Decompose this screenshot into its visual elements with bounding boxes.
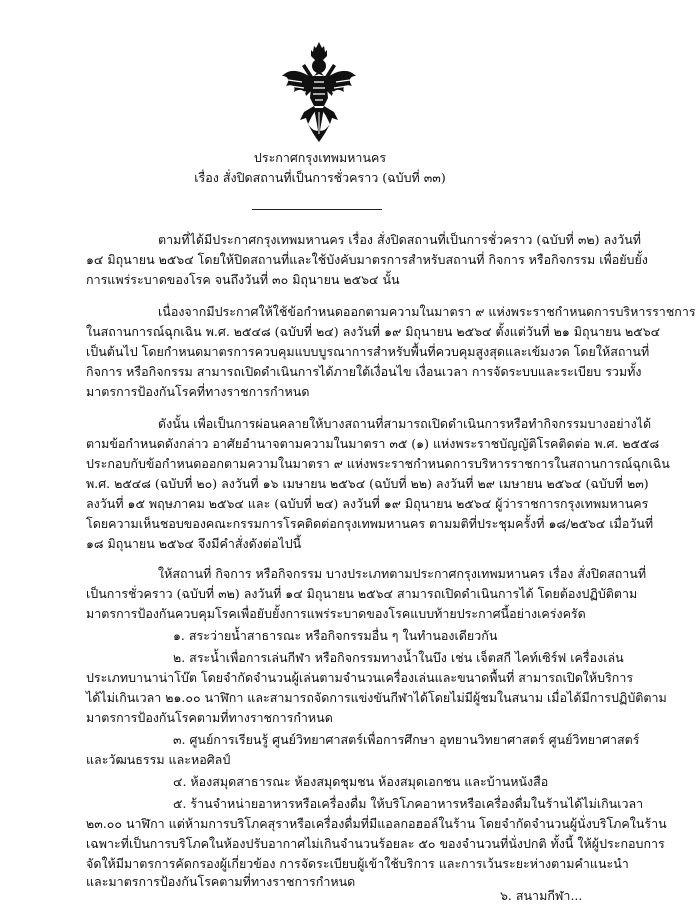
body-line: มาตรการป้องกันควบคุมโรคเพื่อยับยั้งการแพร่ระบาดของโรคแบบท้ายประกาศนี้อย่างเคร่งครัด — [86, 606, 586, 621]
body-line: ๑๔ มิถุนายน ๒๕๖๔ โดยให้ปิดสถานที่และใช้บังคับมาตรการสำหรับสถานที่ กิจการ หรือกิจกรรม เพื่อยับยั้ง — [86, 252, 648, 267]
body-line: ตามข้อกำหนดดังกล่าว อาศัยอำนาจตามความในมาตรา ๓๕ (๑) แห่งพระราชบัญญัติโรคติดต่อ พ.ศ. ๒๕๕๘ — [86, 436, 660, 451]
body-line: ได้ไม่เกินเวลา ๒๑.๐๐ นาฬิกา และสามารถจัดการแข่งขันกีฬาได้โดยไม่มีผู้ชมในสนาม เมื่อได้มีการปฏิบัติตาม — [86, 690, 667, 705]
body-line: เป็นต้นไป โดยกำหนดมาตรการควบคุมแบบบูรณาการสำหรับพื้นที่ควบคุมสูงสุดและเข้มงวด โดยให้สถานที่ — [86, 344, 650, 359]
list-item: ๑. สระว่ายน้ำสาธารณะ หรือกิจกรรมอื่น ๆ ในทำนองเดียวกัน — [173, 628, 498, 643]
body-line: พ.ศ. ๒๕๔๘ (ฉบับที่ ๒๐) ลงวันที่ ๑๖ เมษายน ๒๕๖๔ (ฉบับที่ ๒๒) ลงวันที่ ๒๙ เมษายน ๒๕๖๔ (ฉบับที่ ๒๓) — [86, 476, 649, 491]
body-line: มาตรการป้องกันโรคตามที่ทางราชการกำหนด — [86, 710, 333, 725]
body-line: และวัฒนธรรม และหอศิลป์ — [86, 752, 231, 767]
body-line: เป็นการชั่วคราว (ฉบับที่ ๓๒) ลงวันที่ ๑๔ มิถุนายน ๒๕๖๔ สามารถเปิดดำเนินการได้ โดยต้องปฏิบัติตาม — [86, 586, 638, 601]
title-divider — [252, 209, 382, 210]
list-item: ๔. ห้องสมุดสาธารณะ ห้องสมุดชุมชน ห้องสมุดเอกชน และบ้านหนังสือ — [173, 774, 549, 789]
body-line: ดังนั้น เพื่อเป็นการผ่อนคลายให้บางสถานที่สามารถเปิดดำเนินการหรือทำกิจกรรมบางอย่างได้ — [158, 416, 652, 431]
body-line: และมาตรการป้องกันโรคตามที่ทางราชการกำหนด — [86, 874, 356, 889]
body-line: ๒๓.๐๐ นาฬิกา แต่ห้ามการบริโภคสุราหรือเครื่องดื่มที่มีแอลกอฮอล์ในร้าน โดยจำกัดจำนวนผู้นั่งบริโภคในร้าน — [86, 816, 667, 831]
body-line: ลงวันที่ ๑๕ พฤษภาคม ๒๕๖๔ และ (ฉบับที่ ๒๔) ลงวันที่ ๑๙ มิถุนายน ๒๕๖๔ ผู้ว่าราชการกรุงเทพมหานคร — [86, 496, 649, 511]
body-line: ตามที่ได้มีประกาศกรุงเทพมหานคร เรื่อง สั่งปิดสถานที่เป็นการชั่วคราว (ฉบับที่ ๓๒) ลงวันที่ — [158, 232, 642, 247]
list-item: ๕. ร้านจำหน่ายอาหารหรือเครื่องดื่ม ให้บริโภคอาหารหรือเครื่องดื่มในร้านได้ไม่เกินเวลา — [173, 796, 644, 811]
announcement-title: ประกาศกรุงเทพมหานคร — [253, 150, 387, 165]
body-line: โดยความเห็นชอบของคณะกรรมการโรคติดต่อกรุงเทพมหานคร ตามมติที่ประชุมครั้งที่ ๑๘/๒๕๖๔ เมื่อวันที่ — [86, 516, 654, 531]
body-line: การแพร่ระบาดของโรค จนถึงวันที่ ๓๐ มิถุนายน ๒๕๖๔ นั้น — [86, 272, 400, 287]
list-item: ๓. ศูนย์การเรียนรู้ ศูนย์วิทยาศาสตร์เพื่อการศึกษา อุทยานวิทยาศาสตร์ ศูนย์วิทยาศาสตร์ — [173, 732, 640, 747]
list-item: ๒. สระน้ำเพื่อการเล่นกีฬา หรือกิจกรรมทางน้ำในบึง เช่น เจ็ตสกี ไคท์เซิร์ฟ เครื่องเล่น — [173, 650, 624, 665]
announcement-subject: เรื่อง สั่งปิดสถานที่เป็นการชั่วคราว (ฉบับที่ ๓๓) — [194, 170, 446, 185]
body-line: ให้สถานที่ กิจการ หรือกิจกรรม บางประเภทตามประกาศกรุงเทพมหานคร เรื่อง สั่งปิดสถานที่ — [158, 566, 647, 581]
body-line: ในสถานการณ์ฉุกเฉิน พ.ศ. ๒๕๔๘ (ฉบับที่ ๒๔) ลงวันที่ ๑๙ มิถุนายน ๒๕๖๔ ตั้งแต่วันที่ ๒๑ มิถุนายน ๒๕๖๔ — [86, 324, 661, 339]
body-line: จัดให้มีมาตรการคัดกรองผู้เกี่ยวข้อง การจัดระเบียบผู้เข้าใช้บริการ และการเว้นระยะห่างตามคำแนะนำ — [86, 856, 629, 871]
page-continuation: ๖. สนามกีฬา... — [500, 888, 583, 903]
body-line: ประกอบกับข้อกำหนดออกตามความในมาตรา ๙ แห่งพระราชกำหนดการบริหารราชการในสถานการณ์ฉุกเฉิน — [86, 456, 670, 471]
body-line: กิจการ หรือกิจกรรม สามารถเปิดดำเนินการได้ภายใต้เงื่อนไข เงื่อนเวลา การจัดระบบและระเบียบ รวมทั้ง — [86, 364, 642, 379]
garuda-emblem-icon — [278, 40, 360, 144]
body-line: ๑๘ มิถุนายน ๒๕๖๔ จึงมีคำสั่งดังต่อไปนี้ — [86, 536, 302, 551]
body-line: เฉพาะที่เป็นการบริโภคในห้องปรับอากาศไม่เกินจำนวนร้อยละ ๕๐ ของจำนวนที่นั่งปกติ ทั้งนี้ ให้ผู้ประกอบการ — [86, 836, 665, 851]
body-line: มาตรการป้องกันโรคที่ทางราชการกำหนด — [86, 384, 310, 399]
body-line: เนื่องจากมีประกาศให้ใช้ข้อกำหนดออกตามความในมาตรา ๙ แห่งพระราชกำหนดการบริหารราชการ — [158, 304, 696, 319]
body-line: ประเภทบานาน่าโบ๊ต โดยจำกัดจำนวนผู้เล่นตามจำนวนเครื่องเล่นและขนาดพื้นที่ สามารถเปิดให้บริการ — [86, 670, 634, 685]
